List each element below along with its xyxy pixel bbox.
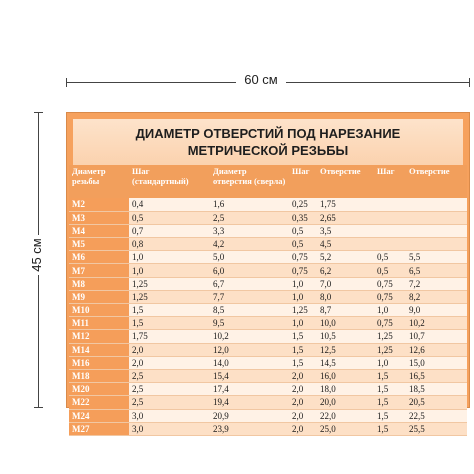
table-cell: 0,75 xyxy=(289,251,317,264)
column-header: Шаг xyxy=(374,165,406,198)
table-cell: 0,25 xyxy=(289,198,317,211)
thread-size-cell: M10 xyxy=(69,304,129,317)
table-cell: 2,0 xyxy=(289,383,317,396)
table-cell: 8,0 xyxy=(317,290,374,303)
table-cell: 2,5 xyxy=(129,369,210,382)
width-dimension-tick-left xyxy=(66,78,67,87)
table-header-row xyxy=(69,165,467,198)
thread-size-cell: M11 xyxy=(69,317,129,330)
table-row xyxy=(69,264,467,277)
table-cell: 1,0 xyxy=(289,317,317,330)
table-cell: 0,7 xyxy=(129,224,210,237)
table-cell: 16,0 xyxy=(317,369,374,382)
table-cell xyxy=(406,211,467,224)
table-cell: 1,5 xyxy=(289,343,317,356)
table-row xyxy=(69,238,467,251)
table-cell: 10,5 xyxy=(317,330,374,343)
table-cell: 19,4 xyxy=(210,396,289,409)
table-cell: 3,0 xyxy=(129,422,210,435)
table-cell: 1,0 xyxy=(289,277,317,290)
table-cell: 1,5 xyxy=(289,356,317,369)
table-cell: 1,6 xyxy=(210,198,289,211)
table-cell: 4,2 xyxy=(210,238,289,251)
table-row xyxy=(69,409,467,422)
table-cell: 15,0 xyxy=(406,356,467,369)
thread-diameter-table xyxy=(69,165,467,436)
table-cell: 22,0 xyxy=(317,409,374,422)
table-cell: 3,5 xyxy=(317,224,374,237)
table-cell: 1,75 xyxy=(129,330,210,343)
table-cell: 1,25 xyxy=(289,304,317,317)
column-header: Шаг xyxy=(289,165,317,198)
table-cell: 2,5 xyxy=(129,383,210,396)
table-cell: 12,5 xyxy=(317,343,374,356)
table-cell xyxy=(374,238,406,251)
table-cell: 5,2 xyxy=(317,251,374,264)
table-row xyxy=(69,290,467,303)
thread-table-poster xyxy=(66,112,470,434)
table-cell: 25,5 xyxy=(406,422,467,435)
table-cell: 1,25 xyxy=(374,330,406,343)
table-cell: 6,2 xyxy=(317,264,374,277)
table-cell: 2,0 xyxy=(129,356,210,369)
column-header: Диаметр резьбы xyxy=(69,165,129,198)
table-cell: 8,5 xyxy=(210,304,289,317)
table-cell: 2,0 xyxy=(289,369,317,382)
table-row xyxy=(69,369,467,382)
table-cell: 10,2 xyxy=(406,317,467,330)
table-cell: 18,0 xyxy=(317,383,374,396)
table-cell: 0,5 xyxy=(374,251,406,264)
table-cell: 0,8 xyxy=(129,238,210,251)
poster-title-line-2: МЕТРИЧЕСКОЙ РЕЗЬБЫ xyxy=(187,143,349,158)
table-cell: 1,0 xyxy=(374,304,406,317)
table-cell: 3,3 xyxy=(210,224,289,237)
table-cell: 6,0 xyxy=(210,264,289,277)
table-row xyxy=(69,330,467,343)
table-cell: 1,0 xyxy=(374,356,406,369)
thread-size-cell: M22 xyxy=(69,396,129,409)
table-row xyxy=(69,251,467,264)
table-cell: 8,7 xyxy=(317,304,374,317)
table-row xyxy=(69,396,467,409)
width-dimension-tick-right xyxy=(469,78,470,87)
table-cell: 0,75 xyxy=(374,317,406,330)
table-cell: 10,7 xyxy=(406,330,467,343)
table-cell: 4,5 xyxy=(317,238,374,251)
table-cell: 1,5 xyxy=(129,317,210,330)
thread-size-cell: M4 xyxy=(69,224,129,237)
table-cell: 25,0 xyxy=(317,422,374,435)
table-cell: 2,0 xyxy=(289,422,317,435)
table-cell xyxy=(374,198,406,211)
table-cell: 3,0 xyxy=(129,409,210,422)
table-cell: 2,0 xyxy=(289,396,317,409)
table-cell: 7,0 xyxy=(317,277,374,290)
table-cell: 17,4 xyxy=(210,383,289,396)
thread-size-cell: M27 xyxy=(69,422,129,435)
table-row xyxy=(69,343,467,356)
table-cell: 0,75 xyxy=(374,277,406,290)
table-cell: 16,5 xyxy=(406,369,467,382)
thread-size-cell: M14 xyxy=(69,343,129,356)
table-cell: 1,0 xyxy=(129,251,210,264)
thread-size-cell: M5 xyxy=(69,238,129,251)
table-cell: 5,5 xyxy=(406,251,467,264)
column-header: Отверстие xyxy=(317,165,374,198)
column-header: Шаг (стандартный) xyxy=(129,165,210,198)
table-cell: 1,0 xyxy=(129,264,210,277)
height-dimension-tick-top xyxy=(34,112,43,113)
height-dimension-label: 45 см xyxy=(27,235,47,275)
table-cell xyxy=(374,211,406,224)
table-cell: 0,5 xyxy=(374,264,406,277)
table-row xyxy=(69,211,467,224)
table-cell: 2,0 xyxy=(129,343,210,356)
table-cell xyxy=(406,224,467,237)
thread-size-cell: M24 xyxy=(69,409,129,422)
table-cell: 1,75 xyxy=(317,198,374,211)
table-cell: 0,75 xyxy=(289,264,317,277)
table-cell: 9,0 xyxy=(406,304,467,317)
thread-size-cell: M6 xyxy=(69,251,129,264)
table-cell: 0,75 xyxy=(374,290,406,303)
thread-size-cell: M2 xyxy=(69,198,129,211)
table-cell: 7,2 xyxy=(406,277,467,290)
table-cell: 0,5 xyxy=(289,238,317,251)
table-cell: 12,6 xyxy=(406,343,467,356)
table-cell: 0,35 xyxy=(289,211,317,224)
table-row xyxy=(69,317,467,330)
table-cell: 1,5 xyxy=(374,369,406,382)
table-row xyxy=(69,356,467,369)
table-cell xyxy=(406,198,467,211)
height-dimension-tick-bottom xyxy=(34,407,43,408)
column-header: Диаметр отверстия (сверла) xyxy=(210,165,289,198)
table-row xyxy=(69,224,467,237)
poster-title-line-1: ДИАМЕТР ОТВЕРСТИЙ ПОД НАРЕЗАНИЕ xyxy=(135,126,401,141)
table-cell: 14,5 xyxy=(317,356,374,369)
width-dimension-label: 60 см xyxy=(236,72,286,87)
poster-title-box xyxy=(73,119,463,165)
table-row xyxy=(69,422,467,435)
table-cell: 18,5 xyxy=(406,383,467,396)
thread-size-cell: M18 xyxy=(69,369,129,382)
table-cell: 12,0 xyxy=(210,343,289,356)
column-header: Отверстие xyxy=(406,165,467,198)
table-cell: 2,5 xyxy=(129,396,210,409)
table-cell: 1,25 xyxy=(129,277,210,290)
table-row xyxy=(69,304,467,317)
table-cell: 0,5 xyxy=(129,211,210,224)
table-cell: 10,2 xyxy=(210,330,289,343)
table-cell: 6,7 xyxy=(210,277,289,290)
table-row xyxy=(69,277,467,290)
table-cell: 22,5 xyxy=(406,409,467,422)
table-cell: 23,9 xyxy=(210,422,289,435)
table-cell: 5,0 xyxy=(210,251,289,264)
table-cell xyxy=(406,238,467,251)
table-cell: 9,5 xyxy=(210,317,289,330)
thread-size-cell: M9 xyxy=(69,290,129,303)
table-cell: 0,4 xyxy=(129,198,210,211)
table-cell: 20,0 xyxy=(317,396,374,409)
table-cell: 20,5 xyxy=(406,396,467,409)
thread-size-cell: M3 xyxy=(69,211,129,224)
table-cell: 1,5 xyxy=(374,409,406,422)
table-cell: 1,5 xyxy=(289,330,317,343)
table-cell: 1,5 xyxy=(374,422,406,435)
table-cell: 14,0 xyxy=(210,356,289,369)
table-cell: 2,0 xyxy=(289,409,317,422)
table-cell: 1,5 xyxy=(374,383,406,396)
thread-size-cell: M8 xyxy=(69,277,129,290)
table-cell xyxy=(374,224,406,237)
table-body xyxy=(69,198,467,435)
table-cell: 10,0 xyxy=(317,317,374,330)
table-cell: 20,9 xyxy=(210,409,289,422)
table-cell: 15,4 xyxy=(210,369,289,382)
table-cell: 2,5 xyxy=(210,211,289,224)
table-cell: 1,25 xyxy=(374,343,406,356)
table-cell: 0,5 xyxy=(289,224,317,237)
thread-size-cell: M20 xyxy=(69,383,129,396)
table-cell: 1,5 xyxy=(129,304,210,317)
table-row xyxy=(69,198,467,211)
table-cell: 1,0 xyxy=(289,290,317,303)
table-cell: 6,5 xyxy=(406,264,467,277)
thread-size-cell: M12 xyxy=(69,330,129,343)
table-cell: 7,7 xyxy=(210,290,289,303)
table-cell: 1,5 xyxy=(374,396,406,409)
thread-size-cell: M7 xyxy=(69,264,129,277)
table-row xyxy=(69,383,467,396)
table-cell: 2,65 xyxy=(317,211,374,224)
table-cell: 8,2 xyxy=(406,290,467,303)
table-cell: 1,25 xyxy=(129,290,210,303)
thread-size-cell: M16 xyxy=(69,356,129,369)
